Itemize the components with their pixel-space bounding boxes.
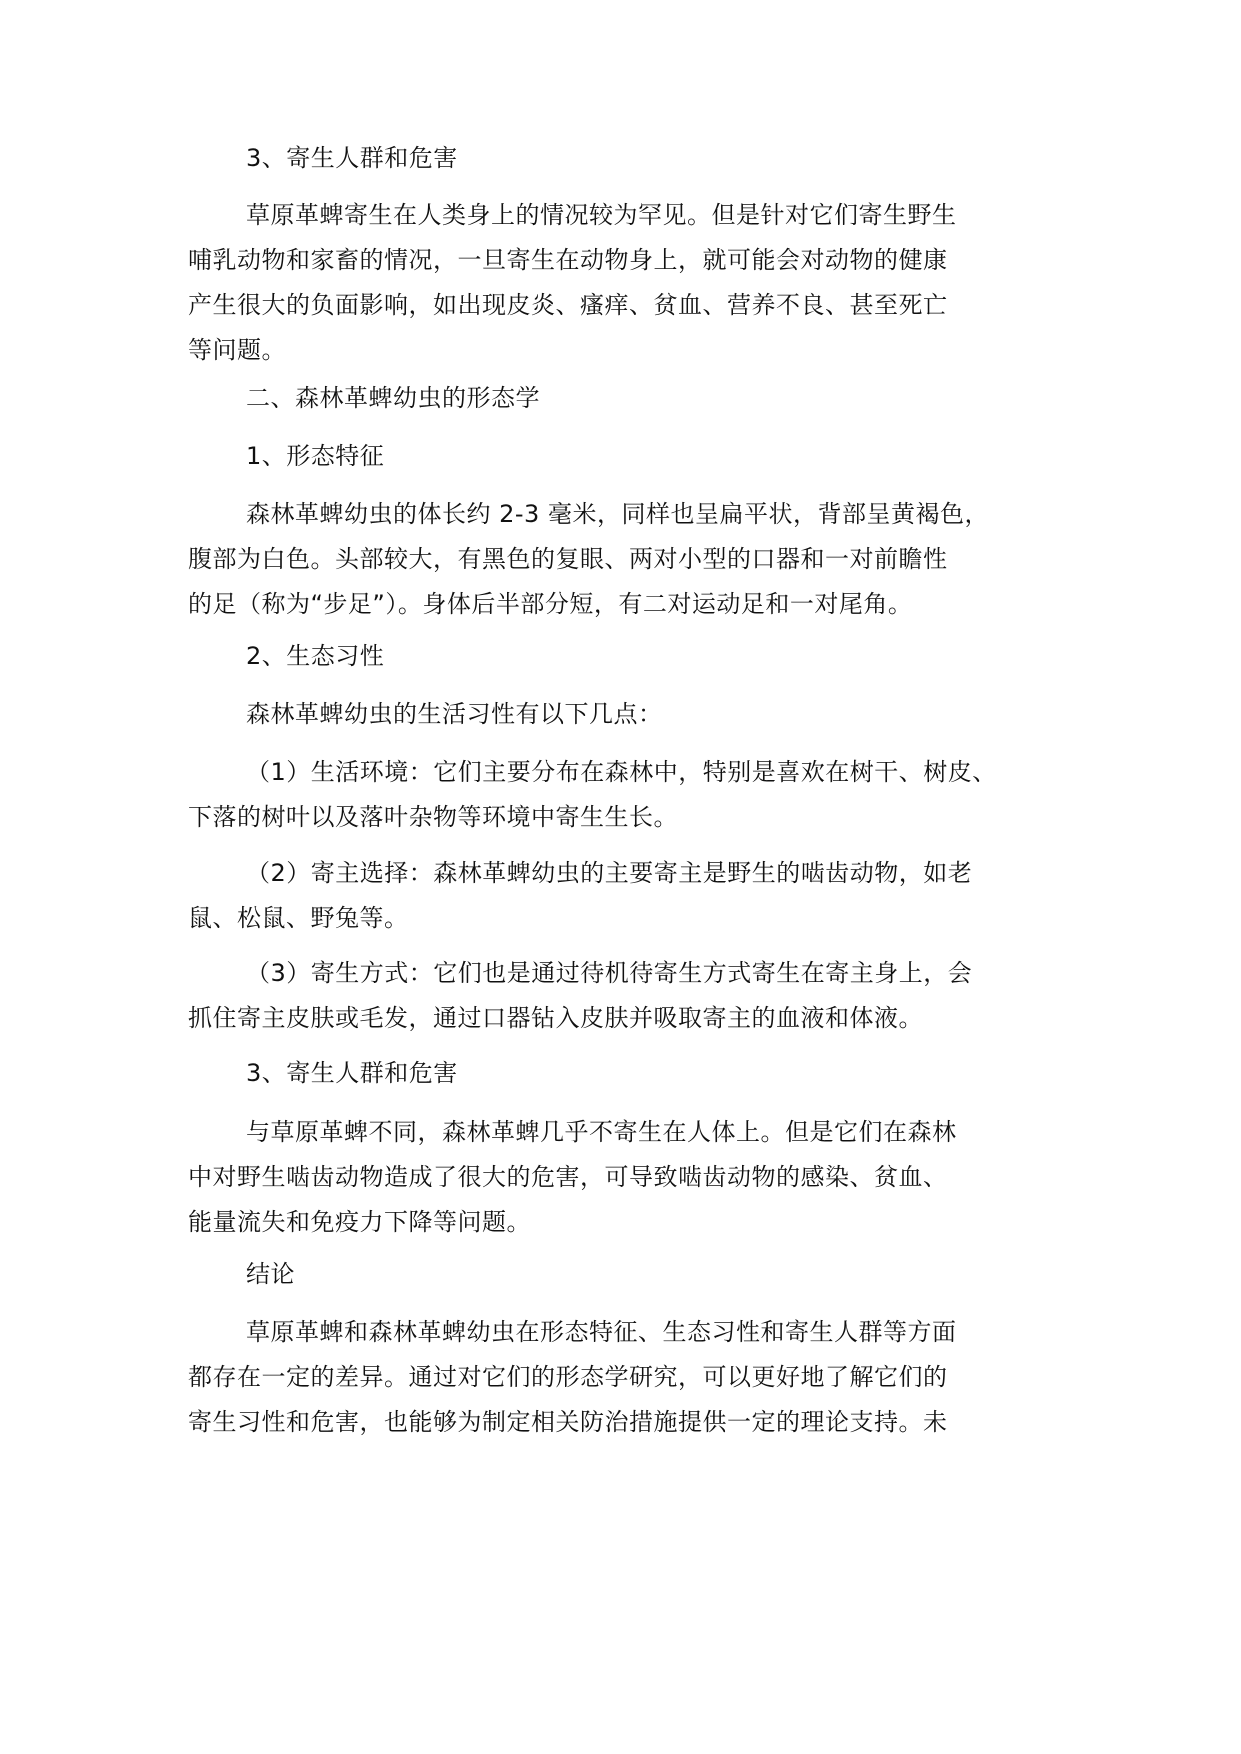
- list-item-host-selection: （2）寄主选择：森林革蜱幼虫的主要寄主是野生的啮齿动物，如老 鼠、松鼠、野兔等。: [188, 859, 973, 932]
- list-item-living-environment: （1）生活环境：它们主要分布在森林中，特别是喜欢在树干、树皮、 下落的树叶以及落叶杂物等环境中寄生生长。: [188, 758, 997, 831]
- section-heading-parasitic-hosts-harm-2: 3、寄生人群和危害: [246, 1059, 458, 1087]
- chapter-heading-forest-tick-morphology: 二、森林革蜱幼虫的形态学: [246, 384, 540, 412]
- paragraph-forest-tick-harm: 与草原革蜱不同，森林革蜱几乎不寄生在人体上。但是它们在森林 中对野生啮齿动物造成了很大的危害，可导致啮齿动物的感染、贫血、 能量流失和免疫力下降等问题。: [188, 1118, 957, 1236]
- conclusion-heading: 结论: [246, 1260, 295, 1288]
- paragraph-grassland-tick-harm: 草原革蜱寄生在人类身上的情况较为罕见。但是针对它们寄生野生 哺乳动物和家畜的情况，一旦寄生在动物身上，就可能会对动物的健康 产生很大的负面影响，如出现皮炎、瘙痒、贫血、营养不良、甚至死亡 等问题。: [188, 201, 957, 364]
- paragraph-conclusion: 草原革蜱和森林革蜱幼虫在形态特征、生态习性和寄生人群等方面 都存在一定的差异。通过对它们的形态学研究，可以更好地了解它们的 寄生习性和危害，也能够为制定相关防治措施提供一定的理论支持。未: [188, 1318, 957, 1436]
- section-heading-morphological-features: 1、形态特征: [246, 442, 385, 470]
- paragraph-habits-intro: 森林革蜱幼虫的生活习性有以下几点：: [246, 700, 663, 728]
- list-item-parasitism-mode: （3）寄生方式：它们也是通过待机待寄生方式寄生在寄主身上，会 抓住寄主皮肤或毛发，通过口器钻入皮肤并吸取寄主的血液和体液。: [188, 959, 973, 1032]
- paragraph-morphology: 森林革蜱幼虫的体长约 2-3 毫米，同样也呈扁平状，背部呈黄褐色， 腹部为白色。头部较大，有黑色的复眼、两对小型的口器和一对前瞻性 的足（称为“步足”）。身体后半部分短，有二对运动足和一对尾角。: [188, 500, 989, 618]
- section-heading-ecological-habits: 2、生态习性: [246, 642, 385, 670]
- section-heading-parasitic-hosts-harm: 3、寄生人群和危害: [246, 144, 458, 172]
